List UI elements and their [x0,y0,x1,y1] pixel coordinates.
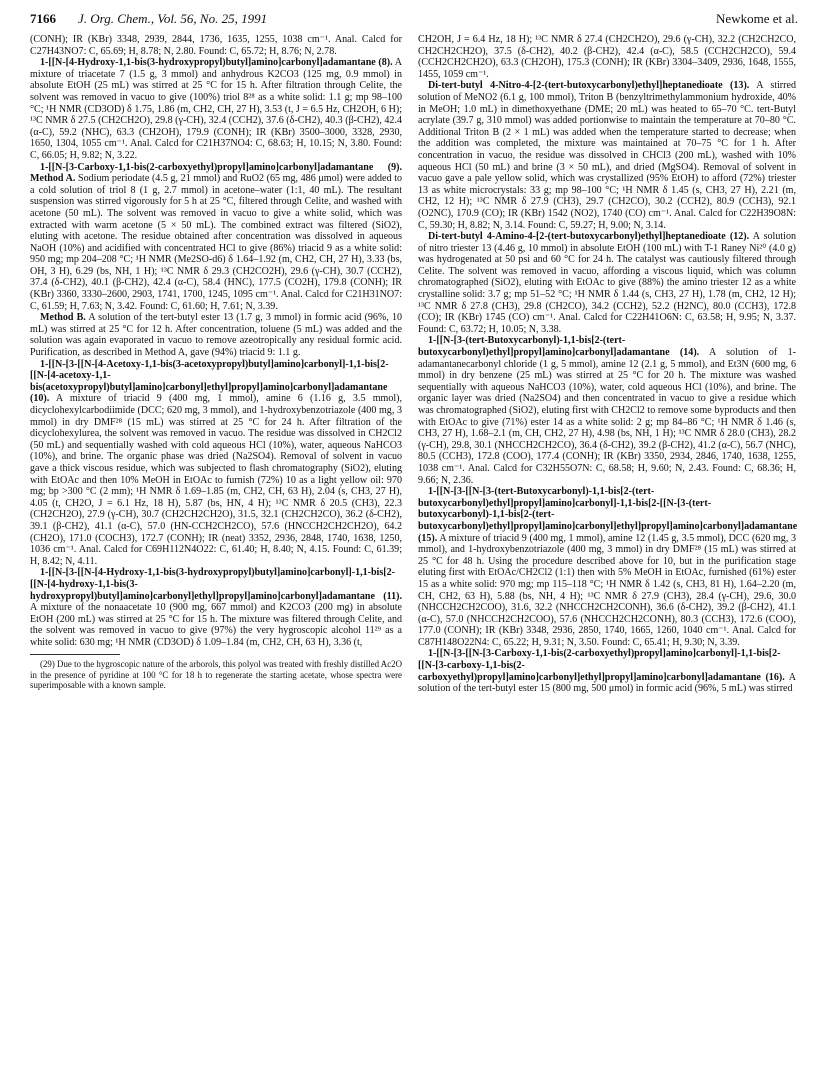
paragraph-body: A stirred solution of MeNO2 (6.1 g, 100 mmol), Triton B (benzyltrimethylammonium hydroxide, 40% in MeOH; 1.0 mL) in dimethoxyethane (DME; 20 mL) was heated to 65–70 °C. tert-Butyl acrylate (39.7 g, 310 mmol) was added portionwise to maintain the temperature at 70–80 °C. Additional Triton B (2 × 1 mL) was added when the temperature started to decrease; when the addition was completed, the mixture was maintained at 70–75 °C for 1 h. After concentration in vacuo, the residue was dissolved in CHCl3 (200 mL), washed with 10% aqueous HCl (50 mL) and brine (3 × 50 mL), and dried (MgSO4). Removal of solvent in vacuo gave a pale yellow solid, which was crystallized (95% EtOH) to afford (72%) triester 13 as white microcrystals: 33 g; mp 98–100 °C; ¹H NMR δ 1.45 (s, CH3, 27 H), 2.21 (m, CH2, 12 H); ¹³C NMR δ 27.9 (CH3), 29.7 (CH2CO), 30.2 (CCH2), 80.9 (CCH3), 92.1 (O2NC), 170.9 (CO); IR (KBr) 1542 (NO2), 1740 (CO) cm⁻¹. Anal. Calcd for C22H39O8N: C, 59.30; H, 8.82; N, 3.14. Found: C, 59.27; H, 9.00; N, 3.14. [418,80,796,231]
paragraph [30,567,402,648]
paragraph-body: A mixture of triacid 9 (400 mg, 1 mmol), amine 6 (1.16 g, 3.5 mmol), dicyclohexylcarbodiimide (DCC; 620 mg, 3 mmol), and 1-hydroxybenzotriazole (400 mg, 3 mmol) in dry DMF²⁸ (15 mL) was stirred at 25 °C for 24 h. After filtration of the dicyclohexylurea, the solvent was removed in vacuo. The residue was dissolved in CH2Cl2 (50 mL) and sequentially washed with cold aqueous HCl (10%), water, aqueous NaHCO3 (10%), and brine. The organic phase was dried (Na2SO4). Removal of solvent in vacuo gave a thick viscous residue, which was subjected to flash chromatography (SiO2), eluting with EtOAc and then 10% MeOH in EtOAc to furnish (72%) 10 as a light yellow oil: 970 mg; bp >300 °C (2 mm); ¹H NMR δ 1.69–1.85 (m, CH2, CH, 63 H), 2.04 (s, CH3, 27 H), 4.05 (t, CH2O, J = 6.1 Hz, 18 H), 5.87 (bs, HN, 4 H); ¹³C NMR δ 20.5 (CH3), 22.3 (CH2CH2O), 27.9 (γ-CH), 30.7 (CH2CH2CH2O), 31.5, 32.1 (CH2CH2CO), 36.2 (δ-CH2), 39.1 (β-CH2), 41.1 (α-C), 57.0 (HN-CCH2CH2CO), 57.6 (HNCCH2CH2CH2O), 64.2 (CH2O), 171.0 (COCH3), 172.7 (CONH); IR (neat) 3352, 2936, 2848, 1740, 1638, 1250, 1036 cm⁻¹. Anal. Calcd for C69H112N4O22: C, 61.40; H, 8.40; N, 4.15. Found: C, 61.39; H, 8.42; N, 4.11. [30,393,402,567]
paragraph-body: (CONH); IR (KBr) 3348, 2939, 2844, 1736, 1635, 1255, 1038 cm⁻¹. Anal. Calcd for C27H43NO7: C, 65.69; H, 8.78; N, 2.80. Found: C, 65.72; H, 8.76; N, 2.78. [30,34,402,57]
compound-heading: Di-tert-butyl 4-Amino-4-[2-(tert-butoxycarbonyl)ethyl]heptanedioate (12). [428,231,750,243]
paragraph [418,486,796,648]
paragraph [30,57,402,161]
paragraph [418,648,796,694]
running-header [30,7,798,29]
compound-heading: 1-[[N-[3-Carboxy-1,1-bis(2-carboxyethyl)propyl]amino]carbonyl]adamantane (9). Method A. [30,161,402,185]
running-authors: Newkome et al. [716,11,798,26]
paragraph-body: A solution of 1-adamantanecarbonyl chloride (1 g, 5 mmol), amine 12 (2.1 g, 5 mmol), and Et3N (600 mg, 6 mmol) in dry benzene (25 mL) was stirred at 25 °C for 20 h. The mixture was washed sequentially with aqueous NaHCO3 (10%), water, cold aqueous HCl (10%), and brine. The organic layer was dried (Na2SO4) and then concentrated in vacuo to give a residue which was chromatographed (SiO2), eluting first with CH2Cl2 to remove some byproducts and then with EtOAc to give (71%) ester 14 as a white solid: 2 g; mp 84–86 °C; ¹H NMR δ 1.46 (s, CH3, 27 H), 1.68–2.1 (m, CH, CH2, 27 H), 4.98 (bs, NH, 1 H); ¹³C NMR δ 28.0 (CH3), 28.2 (γ-CH), 29.8, 30.1 (NHCCH2CH2CO), 36.4 (δ-CH2), 39.2 (β-CH2), 41.2 (α-C), 56.7 (NHC), 80.5 (CCH3), 172.8 (COO), 177.4 (CONH); IR (KBr) 3350, 2934, 2846, 1740, 1638, 1255, 1038 cm⁻¹. Anal. Calcd for C32H55O7N: C, 68.58; H, 9.60; N, 2.43. Found: C, 68.36; H, 9.66; N, 2.36. [418,347,796,486]
footnote-divider [30,654,120,655]
left-column [30,34,402,690]
paragraph-body: Sodium periodate (4.5 g, 21 mmol) and RuO2 (65 mg, 486 μmol) were added to a cold solution of triol 8 (1 g, 2.7 mmol) in acetone–water (1:1, 40 mL). The resultant suspension was stirred vigorously for 5 h at 25 °C, filtered through Celite, and washed with acetone (50 mL). The solvent was removed in vacuo to give a white solid, which was extracted with warm acetone (5 × 50 mL). The combined extract was filtered (SiO2), eluting with acetone. The residue obtained after concentration was dissolved in aqueous NaOH (10%) and acidified with concentrated HCl to give (86%) triacid 9 as a white solid: 950 mg; mp 204–208 °C; ¹H NMR (Me2SO-d6) δ 1.64–1.92 (m, CH2, CH, 27 H), 3.33 (bs, OH, 3 H), 6.29 (bs, NH, 1 H); ¹³C NMR δ 29.3 (CH2CO2H), 29.6 (γ-CH), 30.7 (CCH2), 37.4 (δ-CH2), 40.1 (β-CH2), 42.4 (α-C), 58.4 (HNC), 177.5 (CO2H), 179.8 (CONH); IR (KBr) 3360, 3330–2600, 2903, 1741, 1700, 1245, 1095 cm⁻¹. Anal. Calcd for C21H31NO7: C, 61.59; H, 7.63; N, 3.42. Found: C, 61.60; H, 7.61; N, 3.39. [30,173,403,312]
paragraph-body: A solution of the tert-butyl ester 15 (800 mg, 500 μmol) in formic acid (96%, 5 mL) was stirred [418,671,796,695]
compound-heading: Method B. [40,312,86,324]
paragraph [30,312,402,358]
paragraph-body: A mixture of the nonaacetate 10 (900 mg, 667 mmol) and K2CO3 (200 mg) in absolute EtOH (200 mL) was stirred at 25 °C for 15 h. The mixture was filtered through Celite, and the solvent was removed in vacuo to give (97%) the very hygroscopic alcohol 11²⁹ as a white solid: 630 mg; ¹H NMR (CD3OD) δ 1.09–1.84 (m, CH2, CH, 63 H), 3.36 (t, [30,602,402,648]
compound-heading: 1-[[N-[3-(tert-Butoxycarbonyl)-1,1-bis[2-(tert-butoxycarbonyl)ethyl]propyl]amino]carbonyl]adamantane (14). [418,335,700,359]
compound-heading: 1-[[N-[4-Hydroxy-1,1-bis(3-hydroxypropyl)butyl]amino]carbonyl]adamantane (8). [40,57,393,69]
compound-heading: 1-[[N-[3-[[N-[4-Hydroxy-1,1-bis(3-hydroxypropyl)butyl]amino]carbonyl]-1,1-bis[2-[[N-[4-hydroxy-1,1-bis(3-hydroxypropyl)butyl]amino]carbonyl]ethyl]propyl]amino]carbonyl]adamantane (11). [30,567,402,602]
footnote: (29) Due to the hygroscopic nature of the arborols, this polyol was treated with freshly distilled Ac2O in the presence of pyridine at 100 °C for 18 h to regenerate the starting acetate, whose spectra were superimposable with a known sample. [30,659,402,690]
paragraph-body: A solution of the tert-butyl ester 13 (1.7 g, 3 mmol) in formic acid (96%, 10 mL) was stirred at 25 °C for 12 h. After concentration, toluene (5 mL) was added and the solution was again evaporated in vacuo to remove azeotropically any residual formic acid. Purification, as described in Method A, gave (94%) triacid 9: 1.1 g. [30,312,402,359]
right-column [418,34,796,695]
paragraph [30,162,402,313]
compound-heading: 1-[[N-[3-[[N-[3-(tert-Butoxycarbonyl)-1,1-bis[2-(tert-butoxycarbonyl)ethyl]propyl]amino]carbonyl]-1,1-bis[2-[[N-[3-(tert-butoxycarbonyl)-1,1-bis[2-(tert-butoxycarbonyl)ethyl]propyl]amino]carbonyl]ethyl]propyl]amino]carbonyl]adamantane (15). [418,486,798,544]
paragraph [418,231,796,335]
compound-heading: 1-[[N-[3-[[N-[3-Carboxy-1,1-bis(2-carboxyethyl)propyl]amino]carbonyl]-1,1-bis[2-[[N-[3-carboxy-1,1-bis(2-carboxyethyl)propyl]amino]carbonyl]ethyl]propyl]amino]carbonyl]adamantane (16). [418,648,785,683]
paragraph [418,335,796,486]
paragraph [30,359,402,568]
paragraph-body: A solution of nitro triester 13 (4.46 g, 10 mmol) in absolute EtOH (100 mL) with T-1 Raney Ni²⁰ (4.0 g) was hydrogenated at 50 psi and 60 °C for 24 h. The catalyst was cautiously filtered through Celite. The solvent was removed in vacuo, affording a viscous liquid, which was column chromatographed (SiO2), eluting with EtOAc to give (88%) the amino triester 12 as a white crystalline solid: 3.7 g; mp 51–52 °C; ¹H NMR δ 1.44 (s, CH3, 27 H), 1.78 (m, CH2, 12 H); ¹³C NMR δ 27.8 (CH3), 29.8 (CH2CO), 34.2 (CCH2), 52.2 (H2NC), 80.0 (CCH3), 172.8 (CO); IR (KBr) 1745 (CO) cm⁻¹. Anal. Calcd for C22H41O6N: C, 63.58; H, 9.95; N, 3.37. Found: C, 63.72; H, 10.05; N, 3.38. [418,231,796,335]
paragraph [418,34,796,80]
paragraph [418,80,796,231]
compound-heading: 1-[[N-[3-[[N-[4-Acetoxy-1,1-bis(3-acetoxypropyl)butyl]amino]carbonyl]-1,1-bis[2-[[N-[4-acetoxy-1,1-bis(acetoxypropyl)butyl]amino]carbonyl]ethyl]propyl]amino]carbonyl]adamantane (10). [30,358,389,405]
paragraph [30,34,402,57]
compound-heading: Di-tert-butyl 4-Nitro-4-[2-(tert-butoxycarbonyl)ethyl]heptanedioate (13). [428,80,750,92]
paragraph-body: CH2OH, J = 6.4 Hz, 18 H); ¹³C NMR δ 27.4 (CH2CH2O), 29.6 (γ-CH), 32.2 (CH2CH2CO, CH2CH2CH2O), 37.5 (δ-CH2), 40.2 (β-CH2), 42.4 (α-C), 58.5 (CCH2CH2CO), 59.4 (CCH2CH2CH2O), 63.3 (CH2OH), 175.3 (CONH); IR (KBr) 3304–3409, 2936, 1648, 1555, 1455, 1059 cm⁻¹. [418,34,796,80]
journal-citation: J. Org. Chem., Vol. 56, No. 25, 1991 [78,11,268,26]
paragraph-body: A mixture of triacid 9 (400 mg, 1 mmol), amine 12 (1.45 g, 3.5 mmol), DCC (620 mg, 3 mmol), and 1-hydroxybenzotriazole (400 mg, 3 mmol) in dry DMF²⁸ (15 mL) was stirred at 25 °C for 48 h. Using the procedure described above for 10, but in the purification stage eluting first with EtOAc/CH2Cl2 (1:1) then with 5% MeOH in EtOAc, furnished (61%) ester 15 as a white solid: 970 mg; mp 115–118 °C; ¹H NMR δ 1.42 (s, CH3, 81 H), 1.64–2.20 (m, CH, CH2, 63 H), 5.88 (bs, NH, 4 H); ¹³C NMR δ 27.9 (CH3), 28.4 (γ-CH), 29.6, 30.0 (NHCCH2CH2COO), 31.6, 32.2 (NHCCH2CH2CONH), 36.6 (δ-CH2), 39.2 (β-CH2), 41.1 (α-C), 57.0 (NHCCH2CH2COO), 57.6 (NHCCH2CH2CONH), 80.3 (CCH3), 172.6 (COO), 177.0 (CONH); IR (KBr) 3348, 2936, 2850, 1740, 1665, 1260, 1040 cm⁻¹. Anal. Calcd for C87H148O22N4: C, 65.22; H, 9.31; N, 3.50. Found: C, 65.41; H, 9.30; N, 3.39. [418,532,796,648]
paragraph-body: A mixture of triacetate 7 (1.5 g, 3 mmol) and anhydrous K2CO3 (125 mg, 0.9 mmol) in absolute EtOH (25 mL) was stirred at 25 °C for 15 h. After filtration through Celite, the solvent was removed in vacuo to give (100%) triol 8²⁸ as a white solid: 1.1 g; mp 98–100 °C; ¹H NMR (CD3OD) δ 1.75, 1.86 (m, CH2, CH, 27 H), 3.53 (t, J = 6.5 Hz, CH2OH, 6 H); ¹³C NMR δ 27.5 (CH2CH2O), 29.8 (γ-CH), 32.4 (CCH2), 37.6 (δ-CH2), 40.3 (β-CH2), 42.4 (α-C), 59.2 (NHC), 63.3 (CH2OH), 179.9 (CONH); IR (KBr) 3500–3000, 3328, 2930, 1650, 1304, 1055 cm⁻¹. Anal. Calcd for C21H37NO4: C, 68.63; H, 10.15; N, 3.80. Found: C, 66.05; H, 9.82; N, 3.22. [30,57,402,161]
page-number: 7166 [30,11,56,26]
